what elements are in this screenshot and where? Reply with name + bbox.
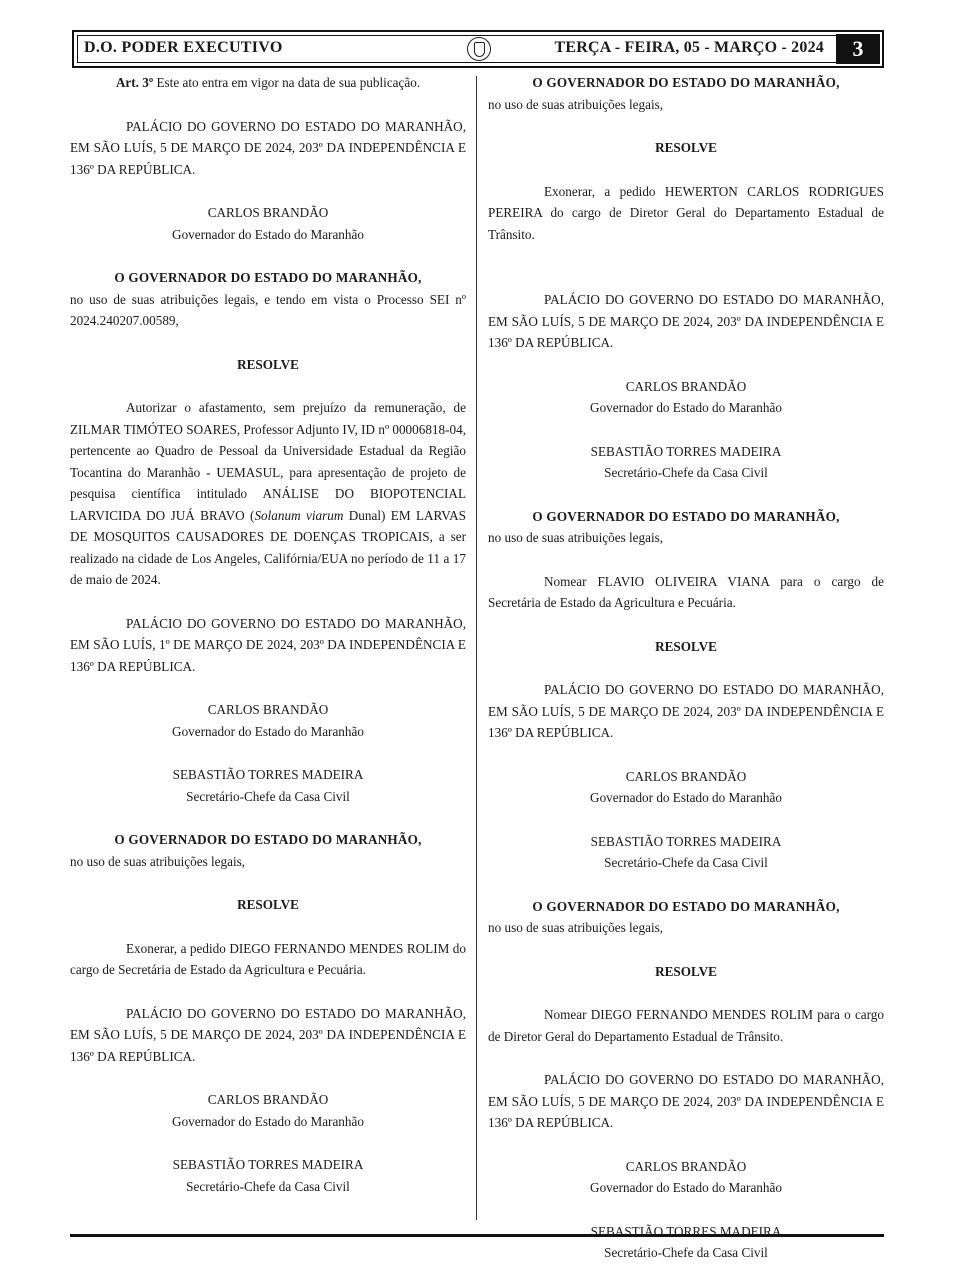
art3-label: Art. 3º: [115, 75, 154, 90]
resolution-body: Nomear DIEGO FERNANDO MENDES ROLIM para o cargo de Diretor Geral do Departamento Estadual de Trânsito.: [488, 1007, 884, 1044]
signature-title: Secretário-Chefe da Casa Civil: [186, 1178, 350, 1194]
signature-name: SEBASTIÃO TORRES MADEIRA: [172, 1157, 364, 1172]
resolve-heading: RESOLVE: [655, 638, 717, 654]
left-column: [70, 72, 466, 1197]
palace-paragraph-2: PALÁCIO DO GOVERNO DO ESTADO DO MARANHÃO, EM SÃO LUÍS, 1º DE MARÇO DE 2024, 203º DA INDEPENDÊNCIA E 136º DA REPÚBLICA.: [70, 615, 466, 674]
art3-text: Este ato entra em vigor na data de sua publicação.: [153, 75, 421, 90]
resolution-body: Exonerar, a pedido DIEGO FERNANDO MENDES ROLIM do cargo de Secretária de Estado da Agricultura e Pecuária.: [70, 940, 466, 977]
column-divider: [476, 76, 477, 1220]
signature-name: CARLOS BRANDÃO: [207, 702, 329, 717]
resolve-heading: RESOLVE: [237, 356, 299, 372]
governor-intro: no uso de suas atribuições legais,: [488, 96, 664, 112]
resolve-heading: RESOLVE: [655, 140, 717, 155]
palace-paragraph: PALÁCIO DO GOVERNO DO ESTADO DO MARANHÃO, EM SÃO LUÍS, 5 DE MARÇO DE 2024, 203º DA INDEPENDÊNCIA E 136º DA REPÚBLICA.: [488, 1072, 884, 1130]
signature-name: CARLOS BRANDÃO: [207, 1092, 329, 1107]
signature-title: Governador do Estado do Maranhão: [590, 1180, 782, 1195]
governor-intro: no uso de suas atribuições legais, e tendo em vista o Processo SEI nº 2024.240207.00589,: [70, 291, 466, 328]
species-name: Solanum viarum: [254, 507, 344, 523]
signature-title: Secretário-Chefe da Casa Civil: [604, 1245, 768, 1260]
palace-paragraph: PALÁCIO DO GOVERNO DO ESTADO DO MARANHÃO, EM SÃO LUÍS, 5 DE MARÇO DE 2024, 203º DA INDEPENDÊNCIA E 136º DA REPÚBLICA.: [488, 682, 884, 740]
signature-name: CARLOS BRANDÃO: [625, 768, 747, 784]
signature-name: SEBASTIÃO TORRES MADEIRA: [590, 1223, 782, 1239]
resolution-text-b: Dunal) EM LARVAS DE MOSQUITOS CAUSADORES DE DOENÇAS TROPICAIS, a ser realizado na cidade de Los Angeles, Califórnia/EUA no período de 11 a 17 de maio de 2024.: [70, 507, 466, 587]
header-publication: D.O. PODER EXECUTIVO: [84, 39, 283, 56]
right-column: [488, 72, 884, 1264]
coat-of-arms-icon: [467, 37, 491, 61]
palace-paragraph-3: PALÁCIO DO GOVERNO DO ESTADO DO MARANHÃO, EM SÃO LUÍS, 5 DE MARÇO DE 2024, 203º DA INDEPENDÊNCIA E 136º DA REPÚBLICA.: [70, 1005, 466, 1064]
signature-name: SEBASTIÃO TORRES MADEIRA: [590, 833, 782, 849]
resolution-body: [70, 397, 466, 591]
resolve-heading: RESOLVE: [237, 897, 299, 912]
signature-title: Governador do Estado do Maranhão: [590, 790, 782, 805]
governor-heading: O GOVERNADOR DO ESTADO DO MARANHÃO,: [532, 75, 840, 90]
governor-heading: O GOVERNADOR DO ESTADO DO MARANHÃO,: [114, 270, 422, 285]
signature-title: Governador do Estado do Maranhão: [590, 400, 782, 415]
signature-title: Governador do Estado do Maranhão: [172, 1113, 364, 1129]
governor-heading: O GOVERNADOR DO ESTADO DO MARANHÃO,: [114, 832, 422, 847]
resolve-heading: RESOLVE: [655, 963, 717, 979]
governor-intro: no uso de suas atribuições legais,: [488, 530, 664, 545]
art3-paragraph: [70, 72, 466, 94]
header-date: TERÇA - FEIRA, 05 - MARÇO - 2024: [554, 39, 824, 56]
governor-heading: O GOVERNADOR DO ESTADO DO MARANHÃO,: [532, 508, 840, 524]
page-header: [72, 30, 884, 68]
signature-name: CARLOS BRANDÃO: [207, 205, 329, 220]
governor-intro: no uso de suas atribuições legais,: [488, 920, 664, 935]
signature-title: Secretário-Chefe da Casa Civil: [604, 855, 768, 870]
governor-heading: O GOVERNADOR DO ESTADO DO MARANHÃO,: [532, 898, 840, 914]
resolution-body: Exonerar, a pedido HEWERTON CARLOS RODRIGUES PEREIRA do cargo de Diretor Geral do Departamento Estadual de Trânsito.: [488, 183, 884, 242]
page-number: 3: [836, 34, 880, 64]
signature-name: SEBASTIÃO TORRES MADEIRA: [590, 443, 782, 459]
palace-paragraph: PALÁCIO DO GOVERNO DO ESTADO DO MARANHÃO, EM SÃO LUÍS, 5 DE MARÇO DE 2024, 203º DA INDEPENDÊNCIA E 136º DA REPÚBLICA.: [488, 292, 884, 350]
signature-title: Secretário-Chefe da Casa Civil: [186, 788, 350, 804]
signature-name: CARLOS BRANDÃO: [625, 1158, 747, 1174]
signature-title: Secretário-Chefe da Casa Civil: [604, 465, 768, 480]
signature-name: CARLOS BRANDÃO: [625, 378, 747, 394]
signature-title: Governador do Estado do Maranhão: [172, 226, 364, 242]
signature-title: Governador do Estado do Maranhão: [172, 723, 364, 739]
resolution-text-a: Autorizar o afastamento, sem prejuízo da remuneração, de ZILMAR TIMÓTEO SOARES, Professor Adjunto IV, ID nº 00006818-04, pertencente ao Quadro de Pessoal da Universidade Estadual da Região Tocantina do Maranhão - UEMASUL, para apresentação de projeto de pesquisa científica intitulado ANÁLISE DO BIOPOTENCIAL LARVICIDA DO JUÁ BRAVO (: [70, 400, 466, 523]
governor-intro: no uso de suas atribuições legais,: [70, 853, 246, 869]
palace-paragraph-1: PALÁCIO DO GOVERNO DO ESTADO DO MARANHÃO, EM SÃO LUÍS, 5 DE MARÇO DE 2024, 203º DA INDEPENDÊNCIA E 136º DA REPÚBLICA.: [70, 118, 466, 177]
resolution-body: Nomear FLAVIO OLIVEIRA VIANA para o cargo de Secretária de Estado da Agricultura e Pecuária.: [488, 573, 884, 610]
signature-name: SEBASTIÃO TORRES MADEIRA: [172, 767, 364, 782]
